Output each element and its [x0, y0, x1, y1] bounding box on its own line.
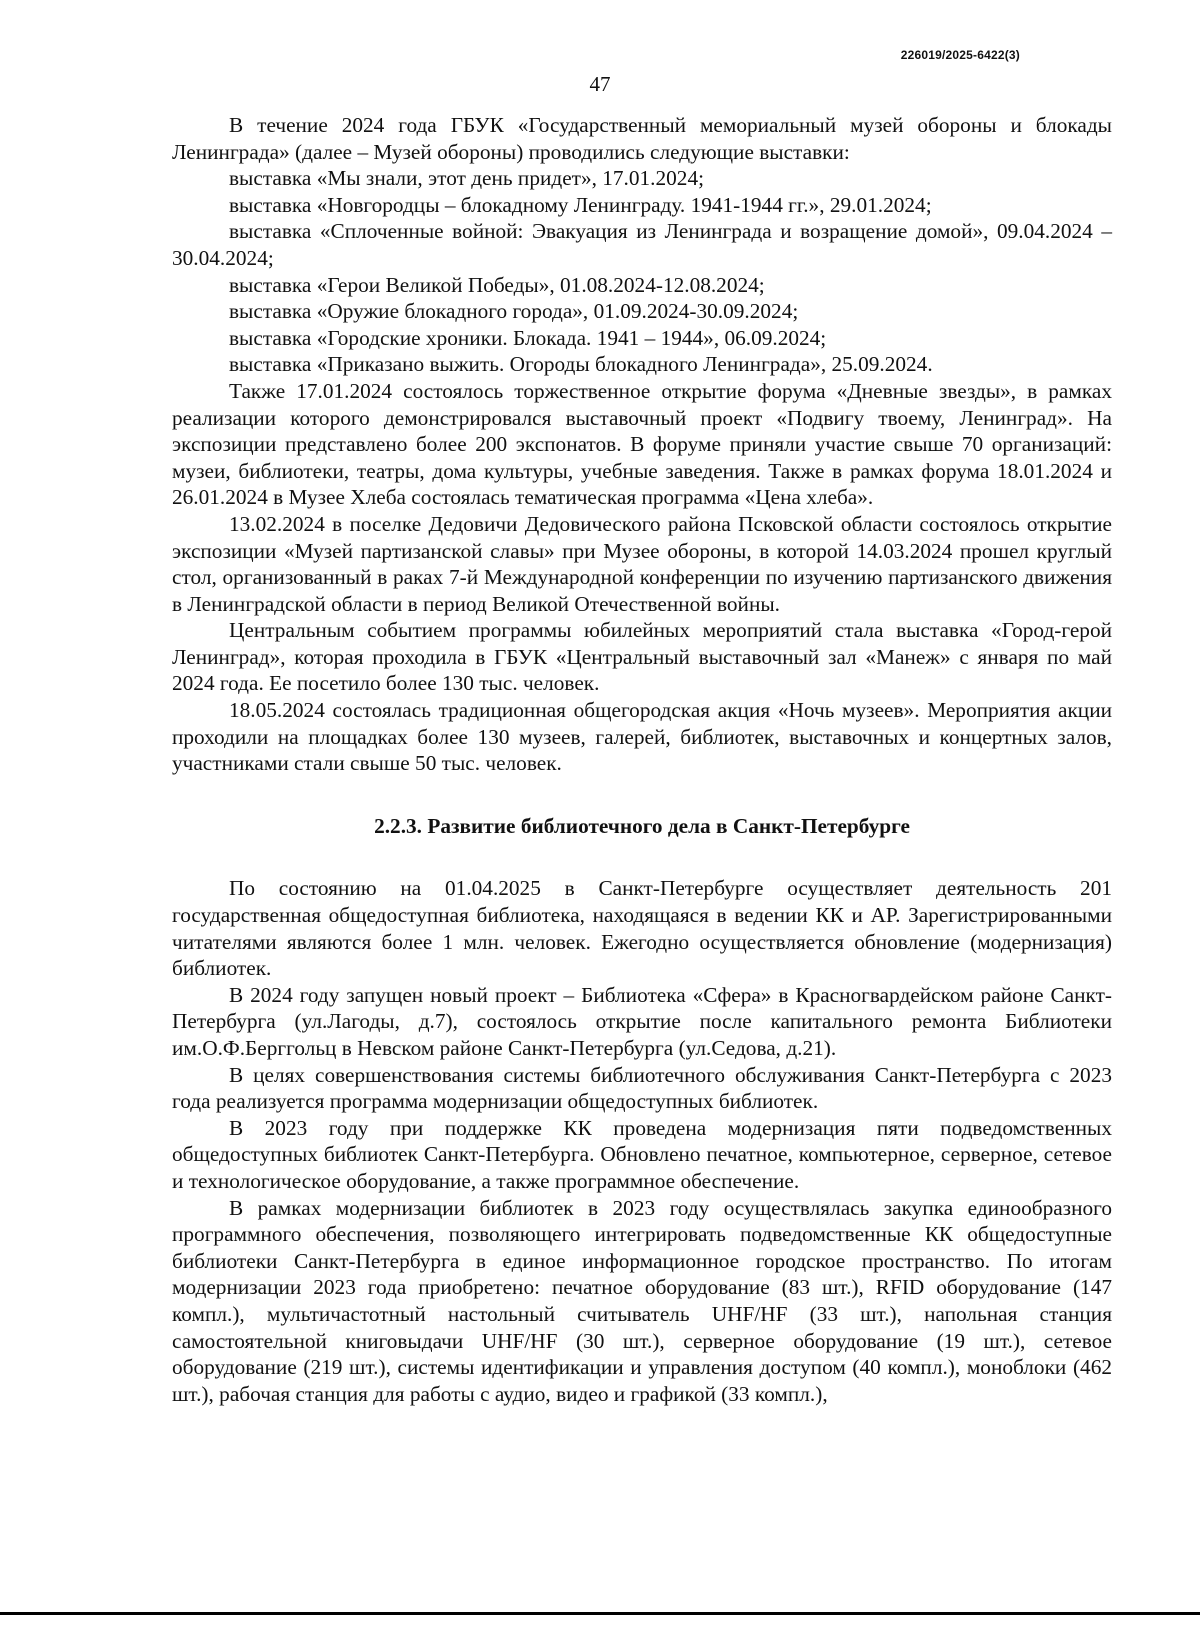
- list-item: выставка «Сплоченные войной: Эвакуация из Ленинграда и возращение домой», 09.04.2024 – 30.04.2024;: [172, 219, 1112, 270]
- paragraph-manezh: Центральным событием программы юбилейных мероприятий стала выставка «Город-герой Ленинград», которая проходила в ГБУК «Центральный выставочный зал «Манеж» с января по май 2024 года. Ее посетило более 130 тыс. человек.: [172, 618, 1112, 696]
- page-body: [172, 112, 1112, 1407]
- paragraph-sfera: В 2024 году запущен новый проект – Библиотека «Сфера» в Красногвардейском районе Санкт-Петербурга (ул.Лагоды, д.7), состоялось открытие после капитального ремонта Библиотеки им.О.Ф.Берггольц в Невском районе Санкт-Петербурга (ул.Седова, д.21).: [172, 982, 1112, 1060]
- paragraph-equipment: В рамках модернизации библиотек в 2023 году осуществлялась закупка единообразного программного обеспечения, позволяющего интегрировать подведомственные КК общедоступные библиотеки Санкт-Петербурга в единое информационное городское пространство. По итогам модернизации 2023 года приобретено: печатное оборудование (83 шт.), RFID оборудование (147 компл.), мультичастотный настольный считыватель UHF/HF (33 шт.), напольная станция самостоятельной книговыдачи UHF/HF (30 шт.), серверное оборудование (19 шт.), сетевое оборудование (219 шт.), системы идентификации и управления доступом (40 компл.), моноблоки (462 шт.), рабочая станция для работы с аудио, видео и графикой (33 компл.),: [172, 1195, 1112, 1406]
- paragraph-forum: Также 17.01.2024 состоялось торжественное открытие форума «Дневные звезды», в рамках реализации которого демонстрировался выставочный проект «Подвигу твоему, Ленинград». На экспозиции представлено более 200 экспонатов. В форуме приняли участие свыше 70 организаций: музеи, библиотеки, театры, дома культуры, учебные заведения. Также в рамках форума 18.01.2024 и 26.01.2024 в Музее Хлеба состоялась тематическая программа «Цена хлеба».: [172, 378, 1112, 510]
- paragraph-modernization-program: В целях совершенствования системы библиотечного обслуживания Санкт-Петербурга с 2023 года реализуется программа модернизации общедоступных библиотек.: [172, 1062, 1112, 1114]
- paragraph-intro: В течение 2024 года ГБУК «Государственный мемориальный музей обороны и блокады Ленинграда» (далее – Музей обороны) проводились следующие выставки:: [172, 113, 1112, 164]
- paragraph-modernization-2023: В 2023 году при поддержке КК проведена модернизация пяти подведомственных общедоступных библиотек Санкт-Петербурга. Обновлено печатное, компьютерное, серверное, сетевое и технологическое оборудование, а также программное обеспечение.: [172, 1115, 1112, 1193]
- page-number: 47: [589, 72, 611, 96]
- list-item: выставка «Приказано выжить. Огороды блокадного Ленинграда», 25.09.2024.: [229, 352, 933, 377]
- list-item: выставка «Новгородцы – блокадному Ленинграду. 1941-1944 гг.», 29.01.2024;: [229, 192, 932, 217]
- list-item: выставка «Мы знали, этот день придет», 17.01.2024;: [229, 166, 705, 191]
- exhibition-list: [172, 165, 1112, 378]
- list-item: выставка «Городские хроники. Блокада. 1941 – 1944», 06.09.2024;: [229, 325, 827, 350]
- paragraph-library-count: По состоянию на 01.04.2025 в Санкт-Петербурге осуществляет деятельность 201 государственная общедоступная библиотека, находящаяся в ведении КК и АР. Зарегистрированными читателями являются более 1 млн. человек. Ежегодно осуществляется обновление (модернизация) библиотек.: [172, 876, 1112, 981]
- section-heading: 2.2.3. Развитие библиотечного дела в Санкт-Петербурге: [374, 813, 910, 838]
- list-item: выставка «Герои Великой Победы», 01.08.2024-12.08.2024;: [229, 272, 765, 297]
- paragraph-dedovichi: 13.02.2024 в поселке Дедовичи Дедовического района Псковской области состоялось открытие экспозиции «Музей партизанской славы» при Музее обороны, в которой 14.03.2024 прошел круглый стол, организованный в раках 7-й Международной конференции по изучению партизанского движения в Ленинградской области в период Великой Отечественной войны.: [172, 511, 1112, 616]
- scan-edge-line: [0, 1612, 1200, 1615]
- list-item: выставка «Оружие блокадного города», 01.09.2024-30.09.2024;: [229, 299, 799, 324]
- paragraph-museum-night: 18.05.2024 состоялась традиционная общегородская акция «Ночь музеев». Мероприятия акции проходили на площадках более 130 музеев, галерей, библиотек, выставочных и концертных залов, участниками стали свыше 50 тыс. человек.: [172, 698, 1112, 776]
- document-id: 226019/2025-6422(3): [900, 48, 1020, 62]
